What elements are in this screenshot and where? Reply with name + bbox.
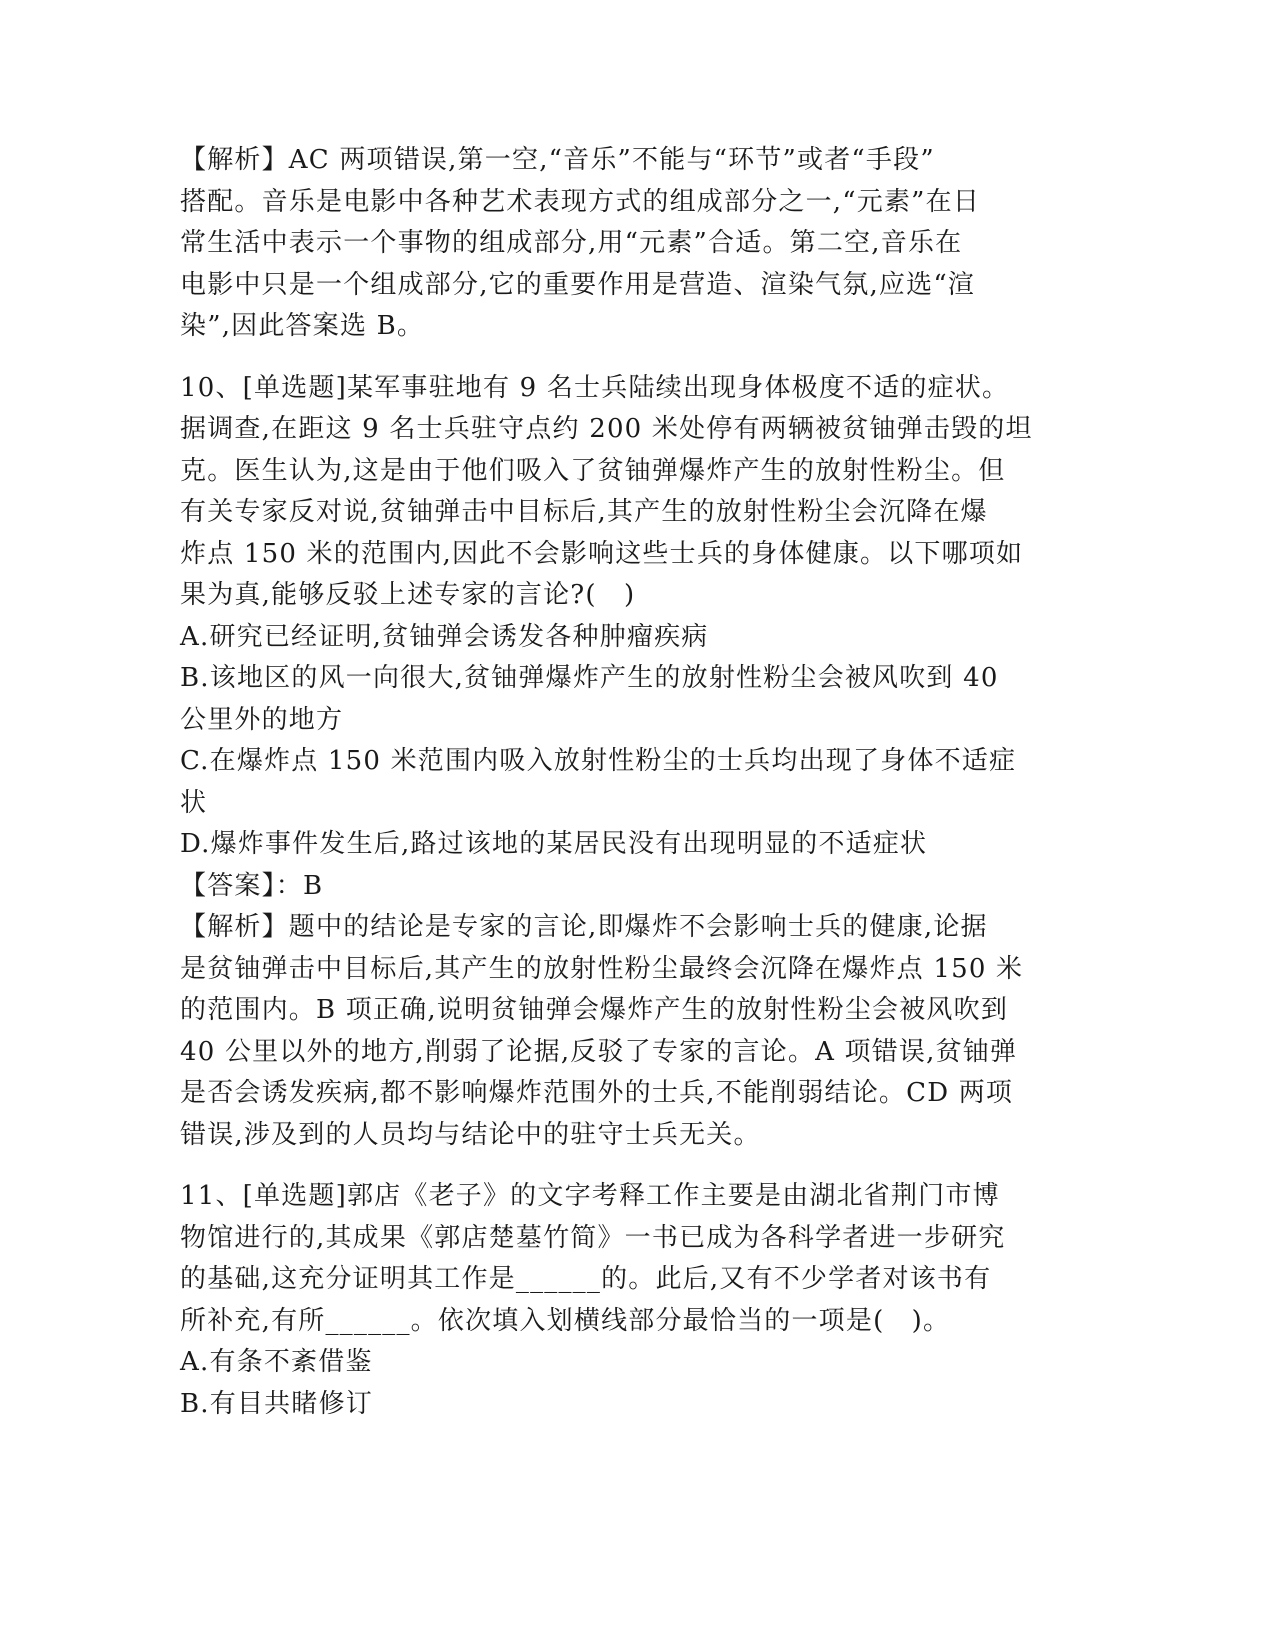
option-c-continued: 状 bbox=[180, 787, 208, 818]
question-stem-line: 克。医生认为,这是由于他们吸入了贫铀弹爆炸产生的放射性粉尘。但 bbox=[180, 455, 1006, 486]
text-line: 【解析】AC 两项错误,第一空,“音乐”不能与“环节”或者“手段” bbox=[180, 145, 935, 175]
question-stem-line: 有关专家反对说,贫铀弹击中目标后,其产生的放射性粉尘会沉降在爆 bbox=[180, 497, 988, 527]
analysis-line: 是否会诱发疾病,都不影响爆炸范围外的士兵,不能削弱结论。CD 两项 bbox=[180, 1078, 1014, 1108]
option-a: A.有条不紊借鉴 bbox=[180, 1347, 373, 1377]
question-stem-line: 10、[单选题]某军事驻地有 9 名士兵陆续出现身体极度不适的症状。 bbox=[180, 372, 1010, 403]
analysis-line: 的范围内。B 项正确,说明贫铀弹会爆炸产生的放射性粉尘会被风吹到 bbox=[180, 995, 1009, 1025]
text-line: 搭配。音乐是电影中各种艺术表现方式的组成部分之一,“元素”在日 bbox=[180, 186, 981, 217]
option-b: B.该地区的风一向很大,贫铀弹爆炸产生的放射性粉尘会被风吹到 40 bbox=[180, 663, 999, 693]
option-b-continued: 公里外的地方 bbox=[180, 704, 344, 735]
analysis-line: 【解析】题中的结论是专家的言论,即爆炸不会影响士兵的健康,论据 bbox=[180, 912, 988, 942]
question-stem-line: 据调查,在距这 9 名士兵驻守点约 200 米处停有两辆被贫铀弹击毁的坦 bbox=[180, 414, 1033, 444]
document-page bbox=[180, 140, 1040, 1425]
option-d: D.爆炸事件发生后,路过该地的某居民没有出现明显的不适症状 bbox=[180, 829, 928, 859]
question-stem-line: 物馆进行的,其成果《郭店楚墓竹简》一书已成为各科学者进一步研究 bbox=[180, 1222, 1006, 1253]
text-line: 电影中只是一个组成部分,它的重要作用是营造、渲染气氛,应选“渲 bbox=[180, 269, 976, 300]
answer-line: 【答案】：B bbox=[180, 870, 324, 901]
question-stem-line: 所补充,有所______。依次填入划横线部分最恰当的一项是( )。 bbox=[180, 1305, 951, 1336]
question-block-11 bbox=[180, 1176, 1040, 1425]
text-line: 染”,因此答案选 B。 bbox=[180, 311, 425, 341]
question-stem-line: 果为真,能够反驳上述专家的言论?( ) bbox=[180, 580, 636, 610]
question-stem-line: 11、[单选题]郭店《老子》的文字考释工作主要是由湖北省荆门市博 bbox=[180, 1181, 1000, 1211]
option-a: A.研究已经证明,贫铀弹会诱发各种肿瘤疾病 bbox=[180, 621, 709, 652]
analysis-block-q9 bbox=[180, 140, 1040, 348]
question-stem-line: 炸点 150 米的范围内,因此不会影响这些士兵的身体健康。以下哪项如 bbox=[180, 538, 1024, 569]
analysis-line: 是贫铀弹击中目标后,其产生的放射性粉尘最终会沉降在爆炸点 150 米 bbox=[180, 953, 1024, 984]
analysis-line: 错误,涉及到的人员均与结论中的驻守士兵无关。 bbox=[180, 1119, 761, 1150]
block-gap bbox=[180, 1156, 1040, 1176]
text-line: 常生活中表示一个事物的组成部分,用“元素”合适。第二空,音乐在 bbox=[180, 228, 963, 258]
block-gap bbox=[180, 348, 1040, 368]
option-b: B.有目共睹修订 bbox=[180, 1388, 373, 1419]
question-stem-line: 的基础,这充分证明其工作是______的。此后,又有不少学者对该书有 bbox=[180, 1264, 992, 1294]
option-c: C.在爆炸点 150 米范围内吸入放射性粉尘的士兵均出现了身体不适症 bbox=[180, 746, 1017, 776]
question-block-10 bbox=[180, 368, 1040, 1157]
analysis-line: 40 公里以外的地方,削弱了论据,反驳了专家的言论。A 项错误,贫铀弹 bbox=[180, 1036, 1018, 1067]
